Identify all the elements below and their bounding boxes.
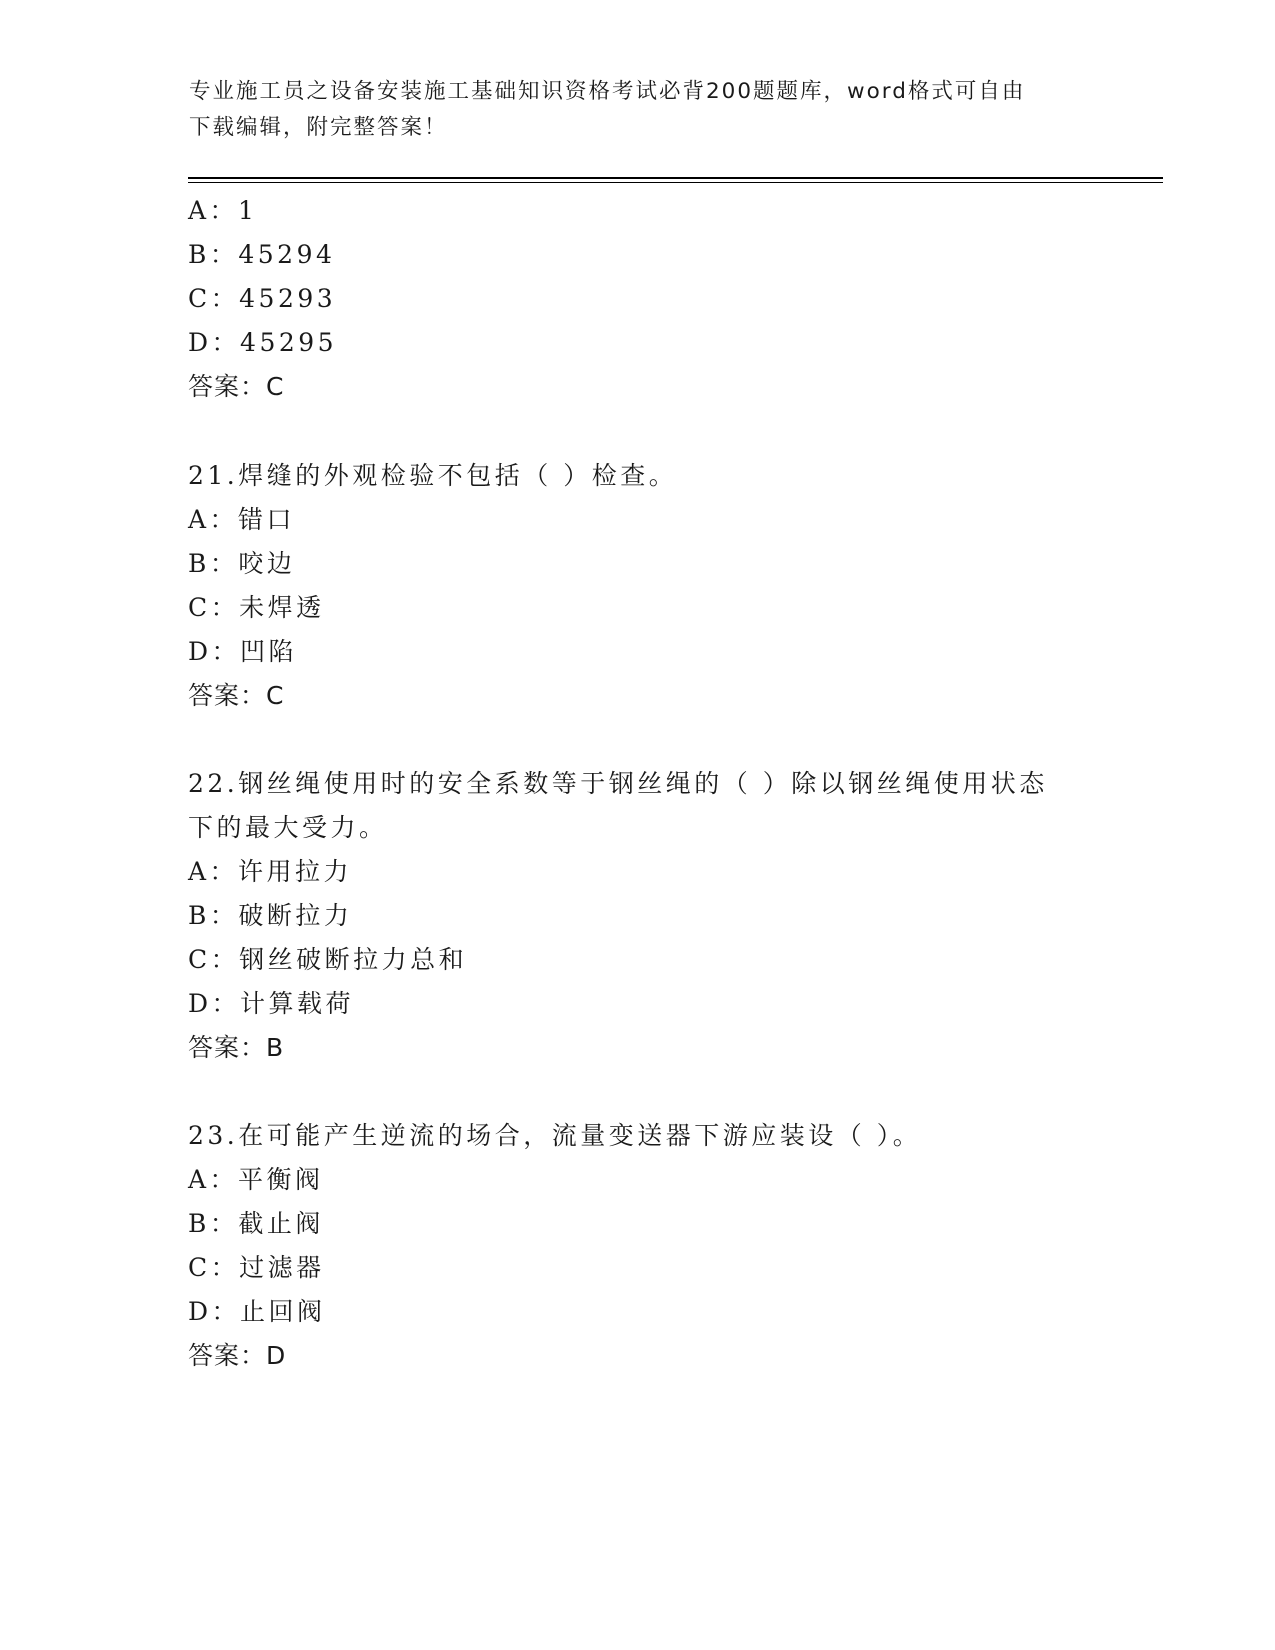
prev-option-c: C：45293	[188, 284, 337, 313]
prev-option-b: B：45294	[188, 240, 336, 269]
question-21-option-d: D：凹陷	[188, 637, 298, 666]
question-23-option-a: A：平衡阀	[188, 1165, 324, 1194]
question-21-option-c: C：未焊透	[188, 593, 325, 622]
question-23-answer: 答案：D	[188, 1341, 287, 1370]
prev-option-d: D：45295	[188, 328, 338, 357]
question-22-stem-line-1: 22.钢丝绳使用时的安全系数等于钢丝绳的（ ）除以钢丝绳使用状态	[188, 769, 1048, 798]
question-23-option-c: C：过滤器	[188, 1253, 325, 1282]
question-23-option-d: D：止回阀	[188, 1297, 326, 1326]
prev-option-a: A：1	[188, 196, 258, 225]
header-divider-thin	[188, 182, 1163, 183]
question-21-option-a: A：错口	[188, 505, 296, 534]
question-22-answer: 答案：B	[188, 1033, 285, 1062]
question-22-stem-line-2: 下的最大受力。	[188, 813, 388, 842]
question-23-stem: 23.在可能产生逆流的场合，流量变送器下游应装设（ ）。	[188, 1121, 922, 1150]
question-22-option-c: C：钢丝破断拉力总和	[188, 945, 468, 974]
question-21-answer: 答案：C	[188, 681, 285, 710]
question-21-option-b: B：咬边	[188, 549, 296, 578]
header-line-1: 专业施工员之设备安装施工基础知识资格考试必背200题题库，word格式可自由	[189, 79, 1026, 104]
header-divider-thick	[188, 177, 1163, 179]
prev-answer: 答案：C	[188, 372, 285, 401]
header-line-2: 下载编辑，附完整答案！	[189, 115, 448, 140]
document-header	[189, 74, 1089, 146]
question-22-option-d: D：计算载荷	[188, 989, 355, 1018]
question-22-option-a: A：许用拉力	[188, 857, 353, 886]
question-21-stem: 21.焊缝的外观检验不包括（ ）检查。	[188, 461, 678, 490]
question-22-option-b: B：破断拉力	[188, 901, 353, 930]
question-23-option-b: B：截止阀	[188, 1209, 324, 1238]
